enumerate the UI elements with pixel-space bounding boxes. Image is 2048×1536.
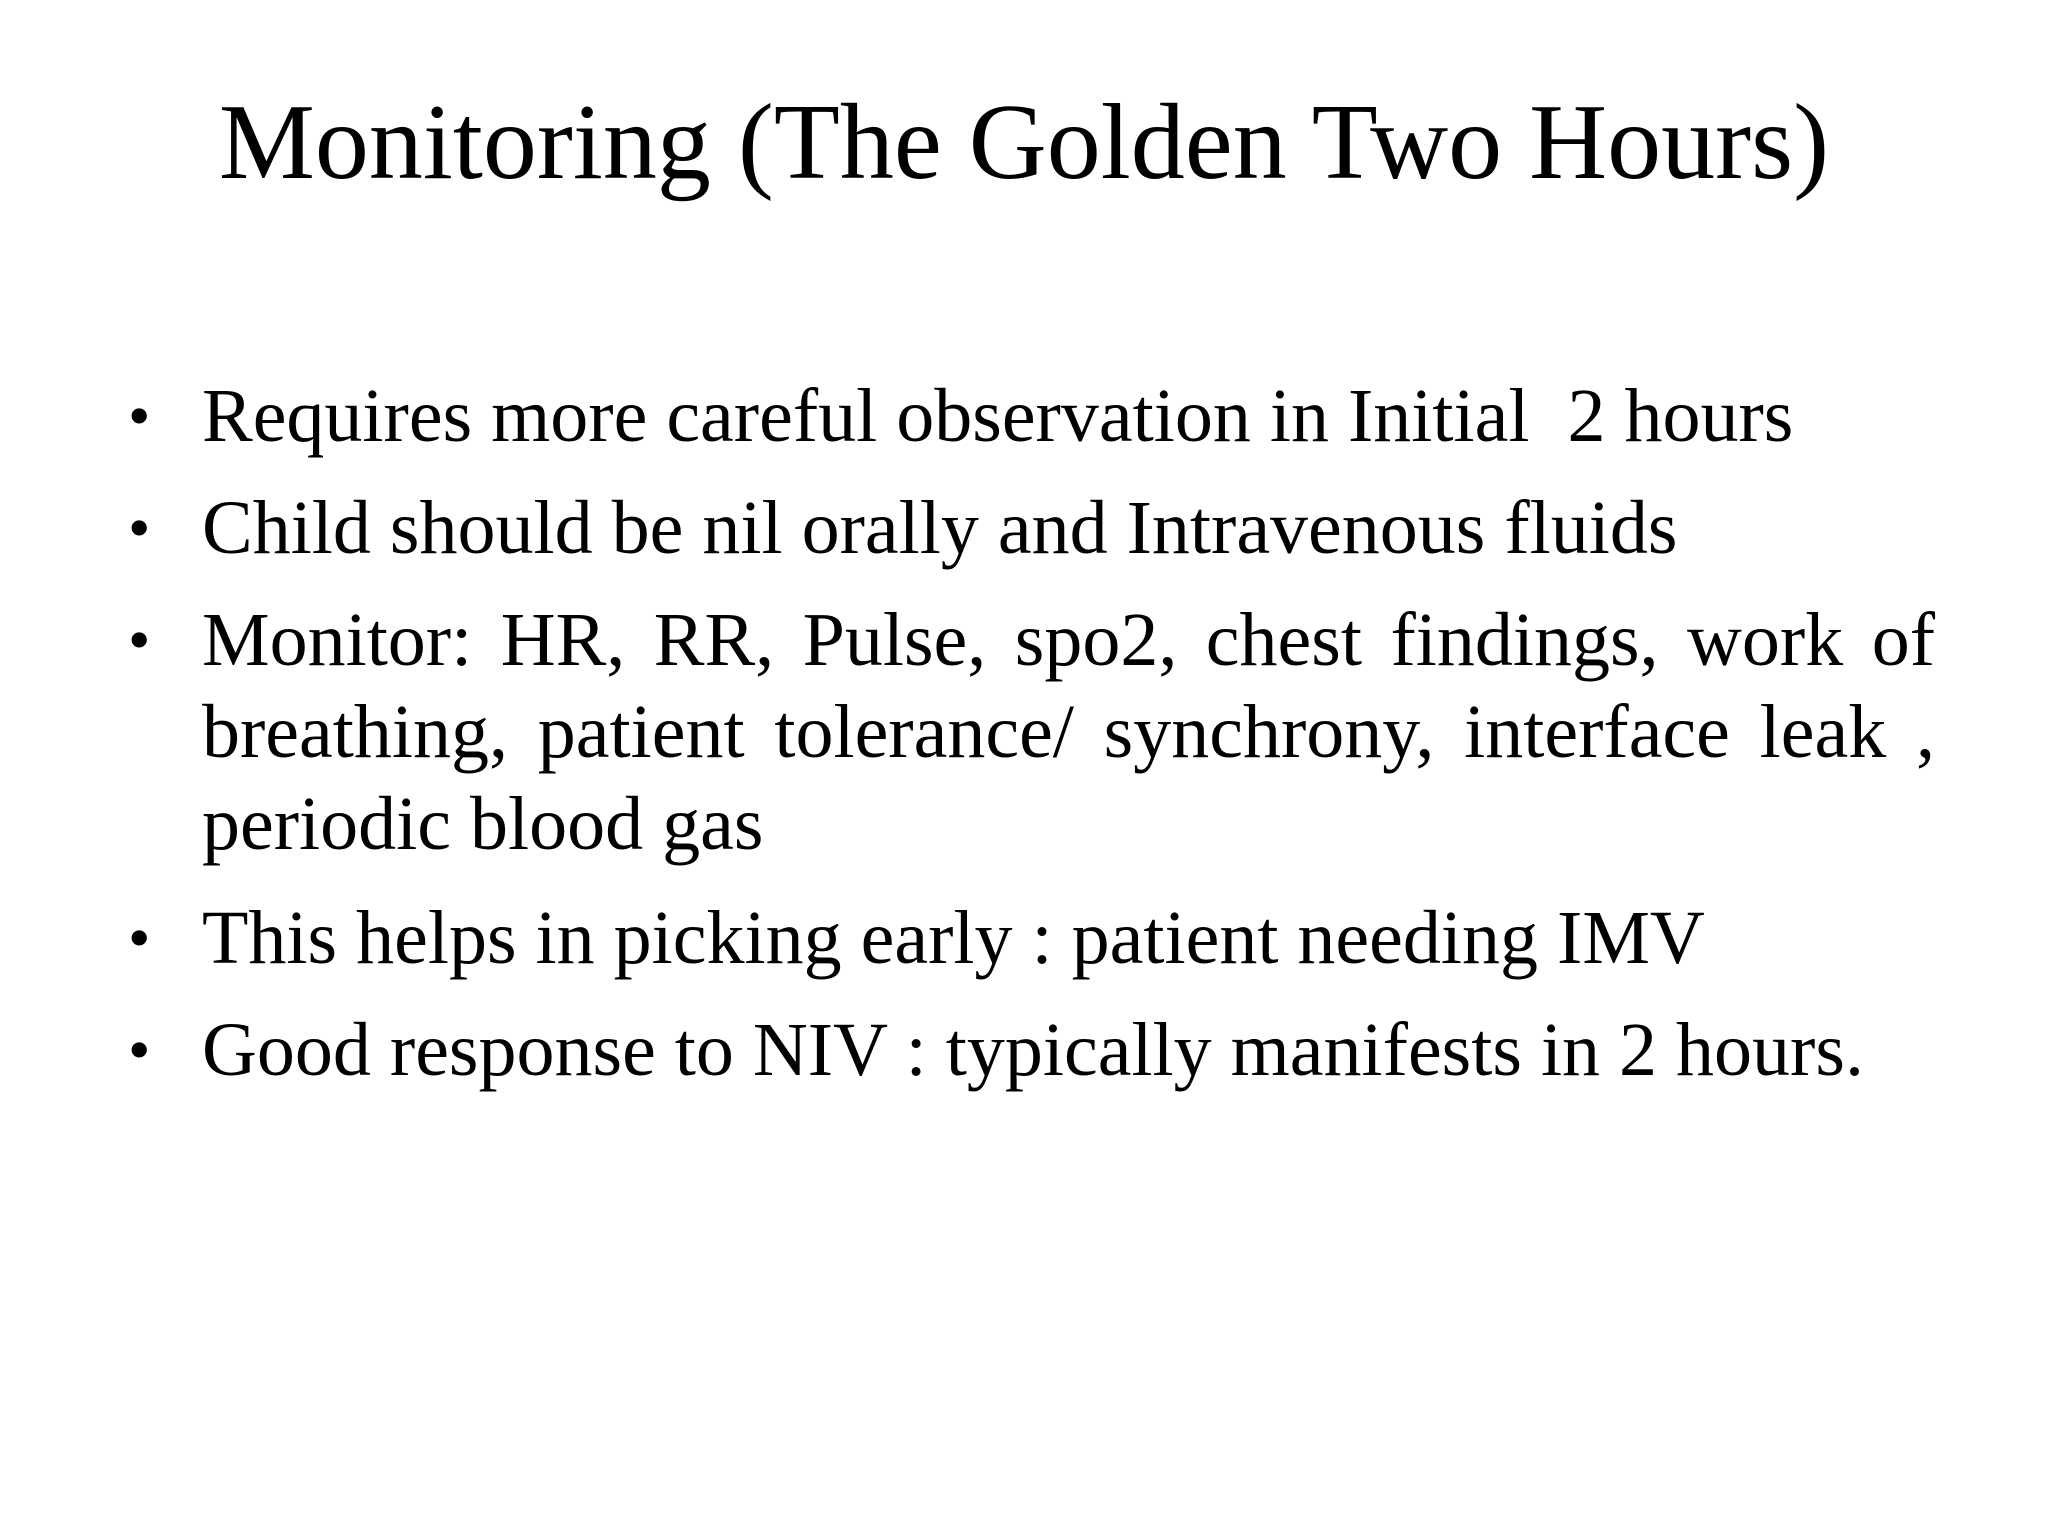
bullet-text: Child should be nil orally and Intravenous fluids xyxy=(202,486,1678,570)
bullet-item-observation xyxy=(120,370,1935,462)
bullet-dot-icon: • xyxy=(128,902,151,973)
bullet-text: This helps in picking early : patient needing IMV xyxy=(202,896,1705,980)
bullet-text: Requires more careful observation in Initial 2 hours xyxy=(202,374,1794,458)
bullet-item-early-imv xyxy=(120,892,1935,984)
bullet-list xyxy=(120,370,1954,1116)
bullet-item-monitor xyxy=(120,594,1954,870)
bullet-dot-icon: • xyxy=(128,1014,151,1085)
bullet-dot-icon: • xyxy=(128,380,151,451)
slide-title: Monitoring (The Golden Two Hours) xyxy=(218,83,1830,202)
bullet-item-nil-orally xyxy=(120,482,1935,574)
bullet-text: Monitor: HR, RR, Pulse, spo2, chest findings, work of breathing, patient tolerance/ synchrony, interface leak , periodic blood gas xyxy=(202,598,1954,866)
bullet-text: Good response to NIV : typically manifests in 2 hours. xyxy=(202,1008,1864,1092)
bullet-item-good-response xyxy=(120,1004,1935,1096)
bullet-dot-icon: • xyxy=(128,604,151,675)
bullet-dot-icon: • xyxy=(128,492,151,563)
